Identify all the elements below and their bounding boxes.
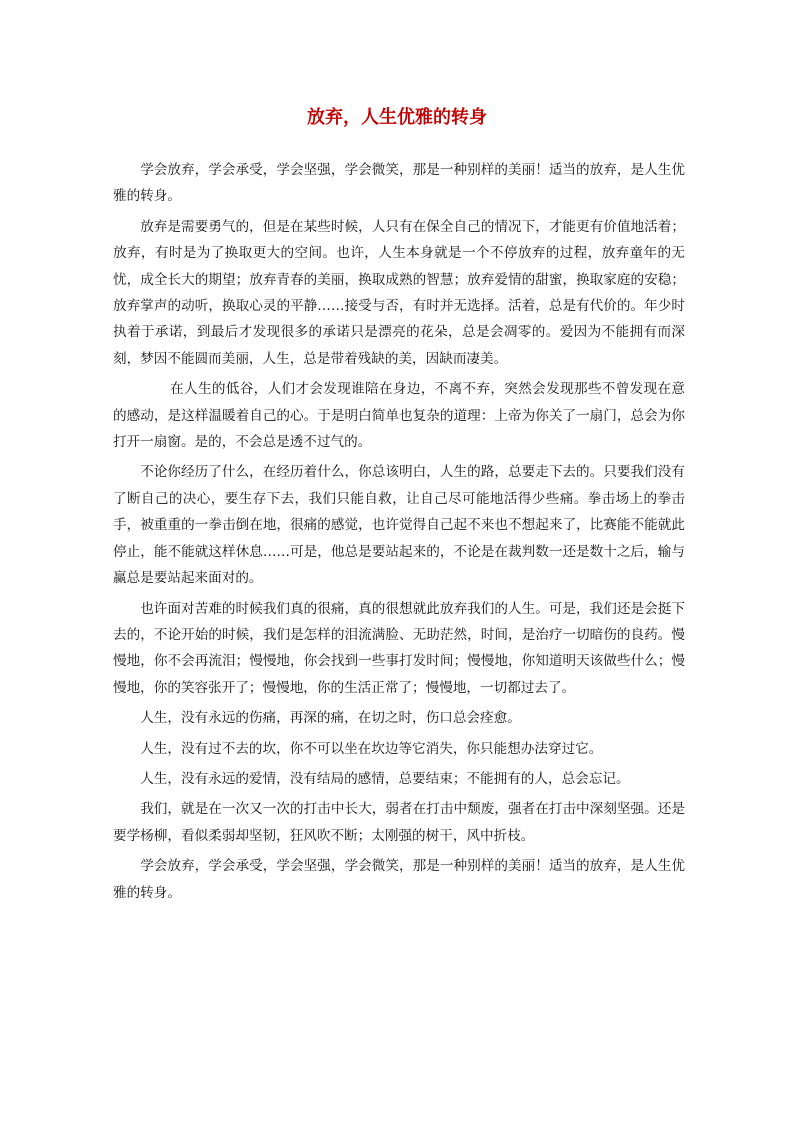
paragraph: 学会放弃，学会承受，学会坚强，学会微笑，那是一种别样的美丽！适当的放弃，是人生优雅的转身。 <box>113 858 685 901</box>
document-body <box>113 157 685 910</box>
document-title: 放弃，人生优雅的转身 <box>307 107 487 128</box>
paragraph: 放弃是需要勇气的，但是在某些时候，人只有在保全自己的情况下，才能更有价值地活着；放弃，有时是为了换取更大的空间。也许，人生本身就是一个不停放弃的过程，放弃童年的无忧，成全长大的期望；放弃青春的美丽，换取成熟的智慧；放弃爱情的甜蜜，换取家庭的安稳；放弃掌声的动听，换取心灵的平静……接受与否，有时并无选择。活着，总是有代价的。年少时执着于承诺，到最后才发现很多的承诺只是漂亮的花朵，总是会凋零的。爱因为不能拥有而深刻，梦因不能圆而美丽，人生，总是带着残缺的美，因缺而凄美。 <box>113 218 685 367</box>
paragraph: 学会放弃，学会承受，学会坚强，学会微笑，那是一种别样的美丽！适当的放弃，是人生优雅的转身。 <box>113 162 685 205</box>
paragraph: 人生，没有永远的伤痛，再深的痛，在切之时，伤口总会痊愈。 <box>140 710 521 727</box>
paragraph: 人生，没有过不去的坎，你不可以坐在坎边等它消失，你只能想办法穿过它。 <box>140 740 603 757</box>
paragraph: 在人生的低谷，人们才会发现谁陪在身边，不离不弃，突然会发现那些不曾发现在意的感动，是这样温暖着自己的心。于是明白简单也复杂的道理：上帝为你关了一扇门，总会为你打开一扇窗。是的，不会总是透不过气的。 <box>113 381 685 451</box>
paragraph: 也许面对苦难的时候我们真的很痛，真的很想就此放弃我们的人生。可是，我们还是会挺下去的，不论开始的时候，我们是怎样的泪流满脸、无助茫然，时间，是治疗一切暗伤的良药。慢慢地，你不会再流泪；慢慢地，你会找到一些事打发时间；慢慢地，你知道明天该做些什么；慢慢地，你的笑容张开了；慢慢地，你的生活正常了；慢慢地，一切都过去了。 <box>113 600 685 696</box>
paragraph: 人生，没有永远的爱情，没有结局的感情，总要结束；不能拥有的人，总会忘记。 <box>140 770 630 787</box>
paragraph: 我们，就是在一次又一次的打击中长大，弱者在打击中颓废，强者在打击中深刻坚强。还是要学杨柳，看似柔弱却坚韧，狂风吹不断；太刚强的树干，风中折枝。 <box>113 801 685 844</box>
paragraph: 不论你经历了什么，在经历着什么，你总该明白，人生的路，总要走下去的。只要我们没有了断自己的决心，要生存下去，我们只能自救，让自己尽可能地活得少些痛。拳击场上的拳击手，被重重的一拳击倒在地，很痛的感觉，也许觉得自己起不来也不想起来了，比赛能不能就此停止，能不能就这样休息……可是，他总是要站起来的，不论是在裁判数一还是数十之后，输与赢总是要站起来面对的。 <box>113 464 685 587</box>
